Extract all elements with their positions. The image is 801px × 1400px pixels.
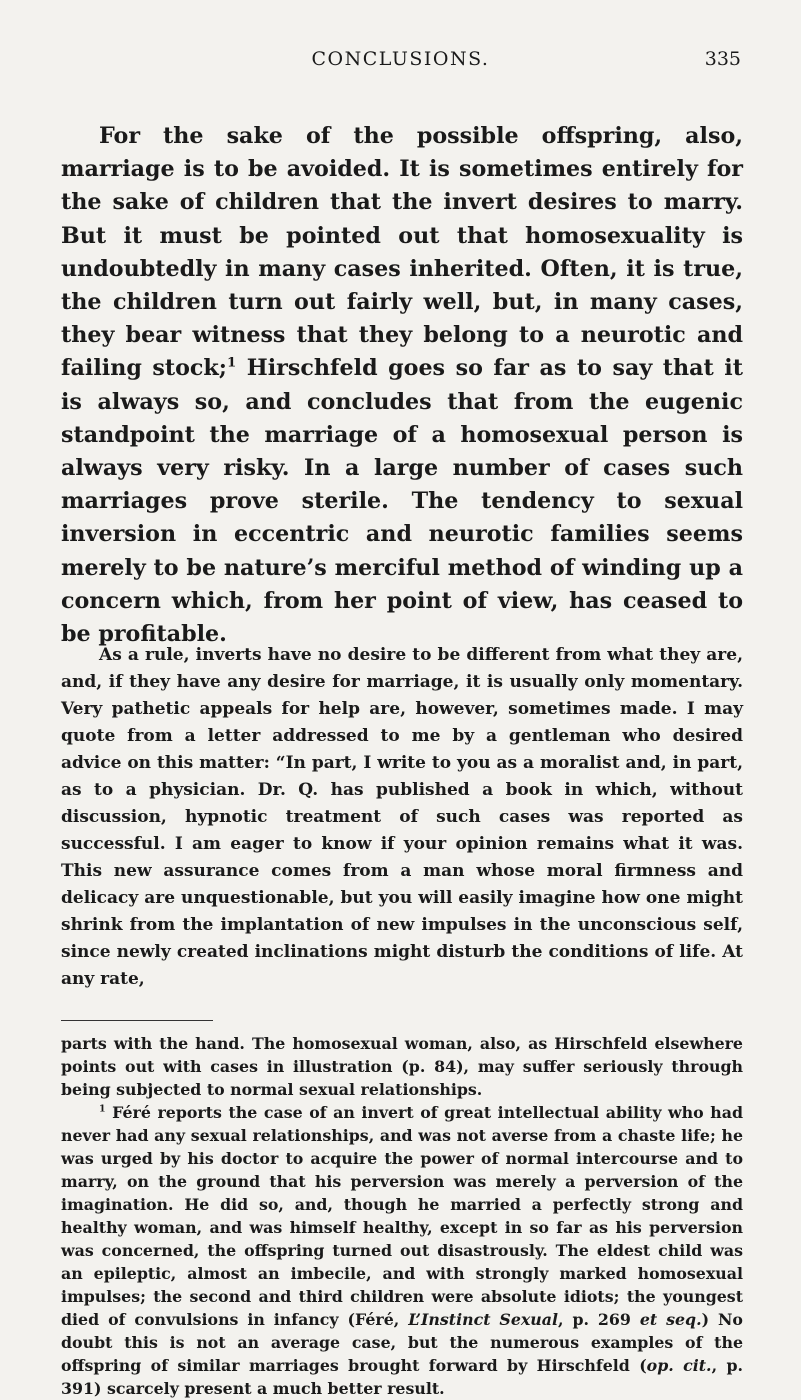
footnote-divider — [61, 1020, 213, 1021]
footnote-1-marker: 1 — [99, 1103, 106, 1115]
main-paragraph-part1: For the sake of the possible offspring, also, marriage is to be avoided. It is sometimes entirely for the sake of children that the invert desires to marry. But it must be pointed out that homosexuality is undoubtedly in many cases inherited. Often, it is true, the children turn out fairly well, but, in many cases, they bear witness that they belong to a neurotic and failing stock; — [61, 123, 743, 382]
secondary-paragraph: As a rule, inverts have no desire to be different from what they are, and, if they have any desire for marriage, it is usually only momentary. Very pathetic appeals for help are, however, sometimes made. I may quote from a letter addressed to me by a gentleman who desired advice on this matter: “In part, I write to you as a moralist and, in part, as to a physician. Dr. Q. has published a book in which, without discussion, hypnotic treatment of such cases was reported as successful. I am eager to know if your opinion remains what it was. This new assurance comes from a man whose moral firmness and delicacy are unquestionable, but you will easily imagine how one might shrink from the implantation of new impulses in the unconscious self, since newly created inclinations might disturb the conditions of life. At any rate, — [61, 645, 743, 989]
footnote-1-text-a: Féré reports the case of an invert of great intellectual ability who had never had any sexual relationships, and was not averse from a chaste life; he was urged by his doctor to acquire the power of normal intercourse and to marry, on the ground that his perversion was merely a perversion of the imagination. He did so, and, though he married a perfectly strong and healthy woman, and was himself healthy, except in so far as his perversion was concerned, the offspring turned out disastrously. The eldest child was an epileptic, almost an imbecile, and with strongly marked homosexual impulses; the second and third children were absolute idiots; the youngest died of convulsions in infancy (Féré, — [61, 1103, 743, 1329]
page-number: 335 — [704, 48, 741, 70]
page-header — [0, 48, 801, 78]
footnote-1-text-b: , p. 269 — [558, 1310, 640, 1329]
footnote-1-text-c: ) No doubt this is not an average case, but the numerous examples of the offspring of similar marriages brought forward by Hirschfeld ( — [61, 1310, 743, 1375]
footnote-1-et-seq: et seq. — [639, 1310, 702, 1329]
running-head: CONCLUSIONS. — [311, 48, 490, 70]
footnote-1-text-d: , p. 391) scarcely present a much better result. — [61, 1356, 743, 1398]
footnote-1 — [61, 1101, 743, 1400]
main-paragraph — [61, 120, 743, 651]
footnote-continued: parts with the hand. The homosexual woman, also, as Hirschfeld elsewhere points out with cases in illustration (p. 84), may suffer seriously through being subjected to normal sexual relationships. — [61, 1034, 743, 1099]
main-paragraph-part2: Hirschfeld goes so far as to say that it is always so, and concludes that from the eugenic standpoint the marriage of a homosexual person is always very risky. In a large number of cases such marriages prove sterile. The tendency to sexual inversion in eccentric and neurotic families seems merely to be nature’s merciful method of winding up a concern which, from her point of view, has ceased to be profitable. — [61, 355, 743, 648]
footnote-1-book-title: L’Instinct Sexual — [408, 1310, 559, 1329]
footnote-reference: 1 — [227, 355, 237, 372]
footnote-1-op-cit: op. cit. — [646, 1356, 712, 1375]
footnotes-section — [61, 1032, 743, 1400]
